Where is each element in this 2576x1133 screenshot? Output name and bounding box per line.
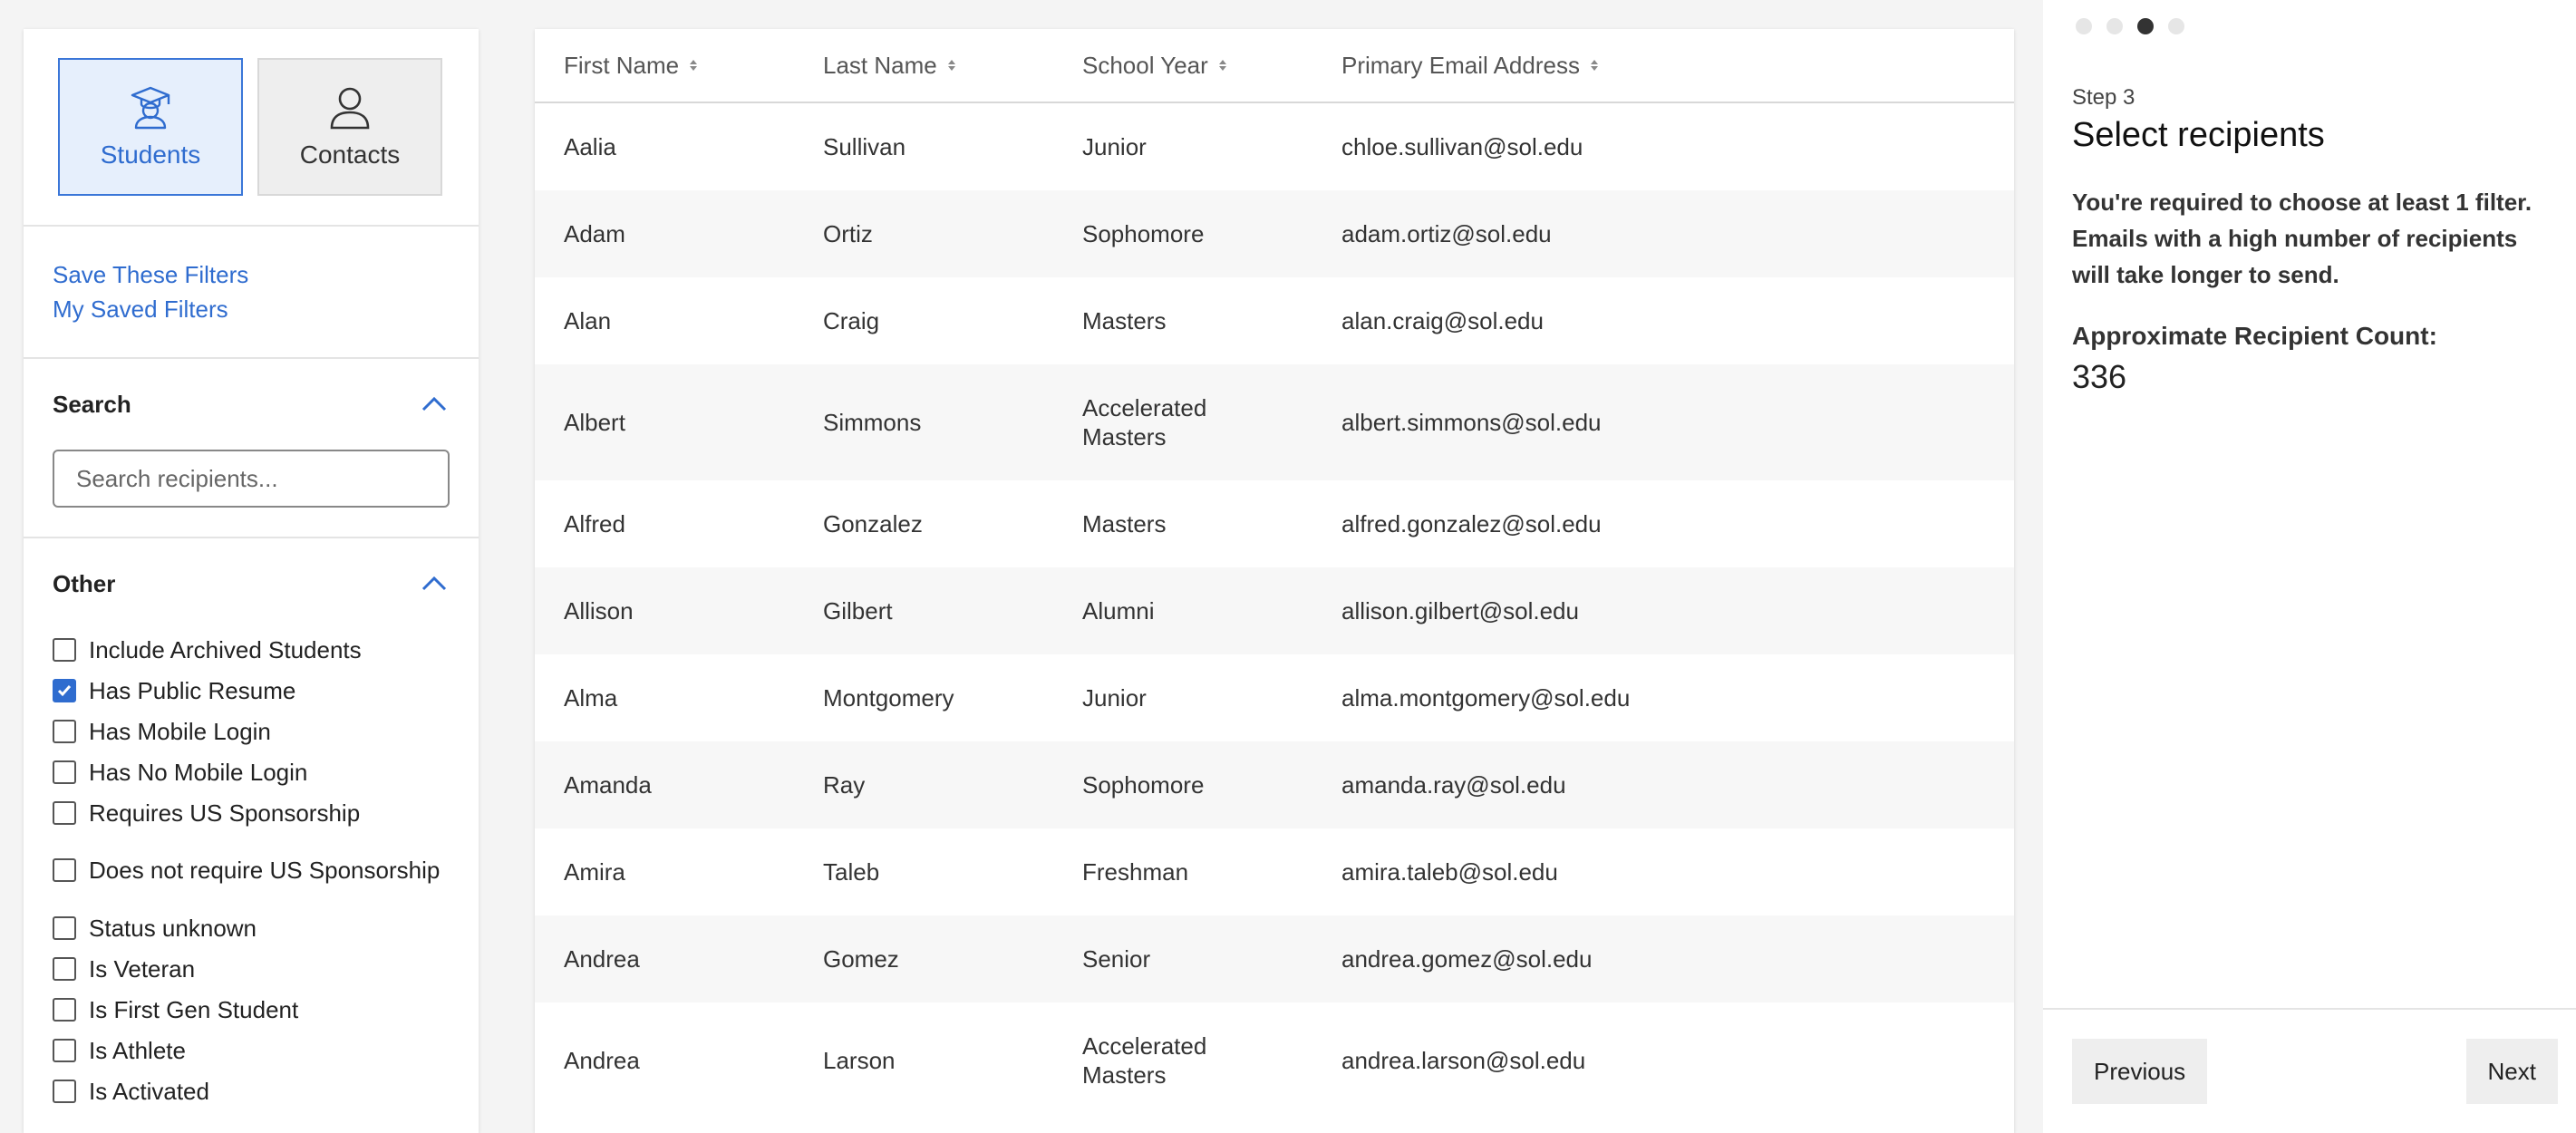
filter-option-label: Has No Mobile Login <box>89 758 308 786</box>
person-icon <box>326 84 373 131</box>
chevron-up-icon[interactable] <box>419 389 450 420</box>
checkbox[interactable] <box>53 1039 76 1062</box>
previous-button[interactable]: Previous <box>2072 1039 2207 1104</box>
table-row[interactable] <box>535 741 2014 828</box>
checkbox[interactable] <box>53 679 76 702</box>
table-cell: Accelerated Masters <box>1082 394 1207 450</box>
checkbox[interactable] <box>53 720 76 743</box>
table-cell: Accelerated Masters <box>1082 1032 1207 1089</box>
recipients-table <box>535 29 2014 1133</box>
checkbox[interactable] <box>53 916 76 940</box>
column-header-label: Last Name <box>823 51 937 79</box>
other-section-header[interactable] <box>24 538 479 629</box>
table-cell: Aalia <box>564 133 616 160</box>
table-cell: alfred.gonzalez@sol.edu <box>1341 510 1602 537</box>
column-header-last-name[interactable] <box>823 52 955 80</box>
table-cell: allison.gilbert@sol.edu <box>1341 597 1579 625</box>
filter-option-label: Has Mobile Login <box>89 717 271 745</box>
chevron-up-icon[interactable] <box>419 568 450 599</box>
filter-option-label: Requires US Sponsorship <box>89 799 361 827</box>
sort-icon[interactable] <box>690 60 697 71</box>
filter-option-label: Is Activated <box>89 1077 209 1105</box>
column-header-school-year[interactable] <box>1082 52 1226 80</box>
table-cell: Craig <box>823 307 880 334</box>
table-cell: amanda.ray@sol.edu <box>1341 771 1566 799</box>
filter-option[interactable] <box>53 1070 450 1111</box>
table-cell: Larson <box>823 1047 896 1074</box>
filter-option-label: Status unknown <box>89 914 257 942</box>
table-cell: Montgomery <box>823 684 954 712</box>
table-cell: Junior <box>1082 684 1147 712</box>
filter-option[interactable] <box>53 792 450 833</box>
search-input[interactable] <box>53 450 450 508</box>
table-cell: Masters <box>1082 307 1167 334</box>
table-cell: Gomez <box>823 945 899 973</box>
step-title: Select recipients <box>2072 116 2325 154</box>
filter-option[interactable] <box>53 989 450 1030</box>
table-cell: Andrea <box>564 1047 640 1074</box>
column-header-first-name[interactable] <box>564 52 697 80</box>
checkbox[interactable] <box>53 998 76 1022</box>
table-cell: Gonzalez <box>823 510 923 537</box>
table-cell: Gilbert <box>823 597 893 625</box>
table-row[interactable] <box>535 364 2014 480</box>
contacts-button[interactable] <box>257 58 442 196</box>
table-cell: Amanda <box>564 771 652 799</box>
other-section-title: Other <box>53 569 116 597</box>
table-row[interactable] <box>535 828 2014 915</box>
search-section-header[interactable] <box>24 359 479 450</box>
column-header-label: School Year <box>1082 51 1208 79</box>
students-button[interactable] <box>58 58 243 196</box>
filter-option[interactable] <box>53 833 450 907</box>
filter-option-label: Does not require US Sponsorship <box>89 857 441 884</box>
checkbox[interactable] <box>53 760 76 784</box>
table-body <box>535 103 2014 1118</box>
table-cell: andrea.larson@sol.edu <box>1341 1047 1586 1074</box>
filter-option-label: Has Public Resume <box>89 676 296 704</box>
recipient-type-toggle <box>24 29 479 196</box>
table-row[interactable] <box>535 915 2014 1002</box>
table-cell: chloe.sullivan@sol.edu <box>1341 133 1583 160</box>
filter-option[interactable] <box>53 711 450 751</box>
table-cell: Sophomore <box>1082 771 1205 799</box>
table-row[interactable] <box>535 567 2014 654</box>
search-section-title: Search <box>53 390 131 418</box>
table-cell: Alma <box>564 684 618 712</box>
filter-option[interactable] <box>53 1030 450 1070</box>
table-cell: Allison <box>564 597 634 625</box>
table-row[interactable] <box>535 190 2014 277</box>
table-cell: albert.simmons@sol.edu <box>1341 409 1602 436</box>
step-dot <box>2168 18 2184 34</box>
next-button[interactable]: Next <box>2466 1039 2558 1104</box>
table-cell: Senior <box>1082 945 1151 973</box>
table-cell: Ortiz <box>823 220 873 247</box>
step-dot <box>2137 18 2154 34</box>
table-cell: Albert <box>564 409 625 436</box>
table-row[interactable] <box>535 480 2014 567</box>
table-cell: Freshman <box>1082 858 1189 886</box>
column-header-email[interactable] <box>1341 52 1598 80</box>
checkbox[interactable] <box>53 1080 76 1103</box>
step-panel <box>2043 0 2576 1133</box>
table-row[interactable] <box>535 277 2014 364</box>
checkbox[interactable] <box>53 801 76 825</box>
other-filters-list <box>24 629 479 1111</box>
table-cell: alma.montgomery@sol.edu <box>1341 684 1631 712</box>
table-cell: Taleb <box>823 858 880 886</box>
table-cell: Alan <box>564 307 612 334</box>
checkbox[interactable] <box>53 638 76 662</box>
table-cell: alan.craig@sol.edu <box>1341 307 1544 334</box>
column-header-label: Primary Email Address <box>1341 51 1580 79</box>
step-dot <box>2106 18 2123 34</box>
table-cell: adam.ortiz@sol.edu <box>1341 220 1552 247</box>
step-label: Step 3 <box>2072 85 2135 110</box>
table-cell: Junior <box>1082 133 1147 160</box>
step-dot <box>2076 18 2092 34</box>
students-label: Students <box>100 140 201 169</box>
recipient-count-value: 336 <box>2072 358 2127 395</box>
filter-option[interactable] <box>53 948 450 989</box>
sort-icon[interactable] <box>948 60 955 71</box>
column-header-label: First Name <box>564 51 680 79</box>
filter-option-label: Is First Gen Student <box>89 995 299 1023</box>
table-header <box>535 29 2014 103</box>
saved-filters-link[interactable]: My Saved Filters <box>53 295 228 323</box>
table-cell: andrea.gomez@sol.edu <box>1341 945 1593 973</box>
filter-option-label: Include Archived Students <box>89 635 362 663</box>
contacts-label: Contacts <box>299 140 401 169</box>
sort-icon[interactable] <box>1591 60 1598 71</box>
save-filters-link[interactable]: Save These Filters <box>53 261 249 288</box>
filter-option[interactable] <box>53 670 450 711</box>
table-cell: Simmons <box>823 409 922 436</box>
filter-links <box>24 227 479 357</box>
table-cell: Masters <box>1082 510 1167 537</box>
table-cell: amira.taleb@sol.edu <box>1341 858 1558 886</box>
graduation-cap-icon <box>127 84 174 131</box>
filter-option[interactable] <box>53 907 450 948</box>
wizard-footer <box>2043 1008 2576 1133</box>
table-cell: Sophomore <box>1082 220 1205 247</box>
table-cell: Adam <box>564 220 625 247</box>
table-row[interactable] <box>535 103 2014 190</box>
filter-option[interactable] <box>53 629 450 670</box>
checkmark-icon <box>55 682 73 700</box>
table-cell: Ray <box>823 771 866 799</box>
checkbox[interactable] <box>53 957 76 981</box>
table-row[interactable] <box>535 654 2014 741</box>
table-cell: Alumni <box>1082 597 1155 625</box>
step-indicator <box>2043 0 2576 34</box>
table-cell: Amira <box>564 858 625 886</box>
sort-icon[interactable] <box>1219 60 1226 71</box>
filter-option-label: Is Veteran <box>89 954 196 983</box>
filter-option[interactable] <box>53 751 450 792</box>
table-cell: Andrea <box>564 945 640 973</box>
table-row[interactable] <box>535 1002 2014 1118</box>
table-cell: Sullivan <box>823 133 906 160</box>
recipient-count-label: Approximate Recipient Count: <box>2072 322 2437 350</box>
checkbox[interactable] <box>53 858 76 882</box>
step-description: You're required to choose at least 1 filter. Emails with a high number of recipients will take longer to send. <box>2072 189 2532 288</box>
filter-option-label: Is Athlete <box>89 1036 186 1064</box>
table-cell: Alfred <box>564 510 625 537</box>
filter-panel <box>24 29 479 1133</box>
